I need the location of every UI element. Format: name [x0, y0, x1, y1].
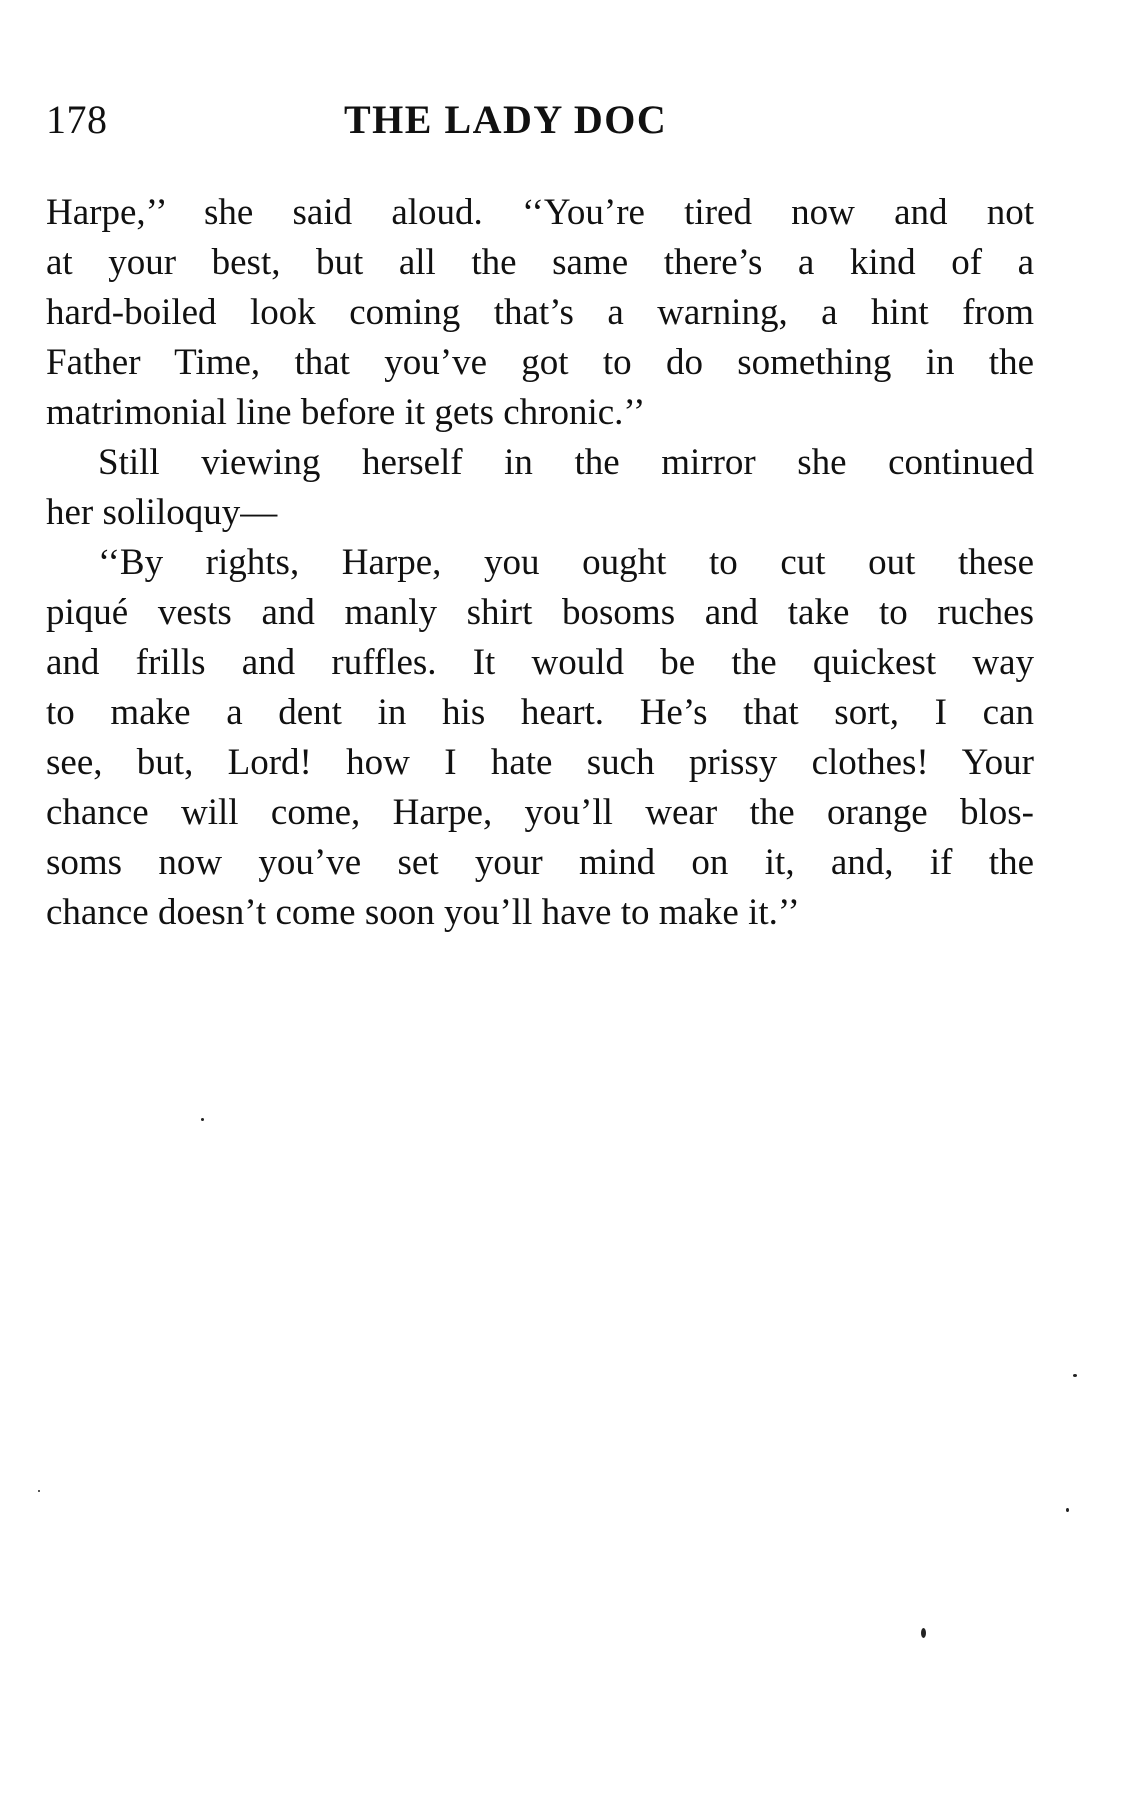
text-line: chance will come, Harpe, you’ll wear the orange blos- [46, 792, 1034, 833]
scan-speck [1066, 1508, 1069, 1512]
text-line: matrimonial line before it gets chronic.’’ [46, 392, 646, 433]
paragraph-3 [46, 538, 1034, 938]
text-line: and frills and ruffles. It would be the quickest way [46, 642, 1034, 683]
scan-speck [201, 1118, 204, 1121]
text-line: to make a dent in his heart. He’s that sort, I can [46, 692, 1034, 733]
running-title: THE LADY DOC [344, 97, 668, 142]
paragraph-1 [46, 188, 1034, 438]
text-line: see, but, Lord! how I hate such prissy clothes! Your [46, 742, 1034, 783]
scan-speck [1073, 1374, 1077, 1377]
text-line: her soliloquy— [46, 492, 278, 533]
scan-speck [921, 1628, 926, 1638]
scan-speck [38, 1490, 40, 1492]
running-head [46, 95, 1046, 155]
text-line: Harpe,’’ she said aloud. ‘‘You’re tired now and not [46, 192, 1034, 233]
text-line: Still viewing herself in the mirror she continued [98, 442, 1034, 483]
text-line: soms now you’ve set your mind on it, and, if the [46, 842, 1034, 883]
text-line: ‘‘By rights, Harpe, you ought to cut out these [98, 542, 1034, 583]
text-line: at your best, but all the same there’s a kind of a [46, 242, 1034, 283]
body-text [46, 188, 1034, 938]
text-line: hard-boiled look coming that’s a warning, a hint from [46, 292, 1034, 333]
paragraph-2 [46, 438, 1034, 538]
text-line: Father Time, that you’ve got to do something in the [46, 342, 1034, 383]
text-line: piqué vests and manly shirt bosoms and take to ruches [46, 592, 1034, 633]
page-number: 178 [46, 97, 108, 142]
text-line: chance doesn’t come soon you’ll have to make it.’’ [46, 892, 800, 933]
